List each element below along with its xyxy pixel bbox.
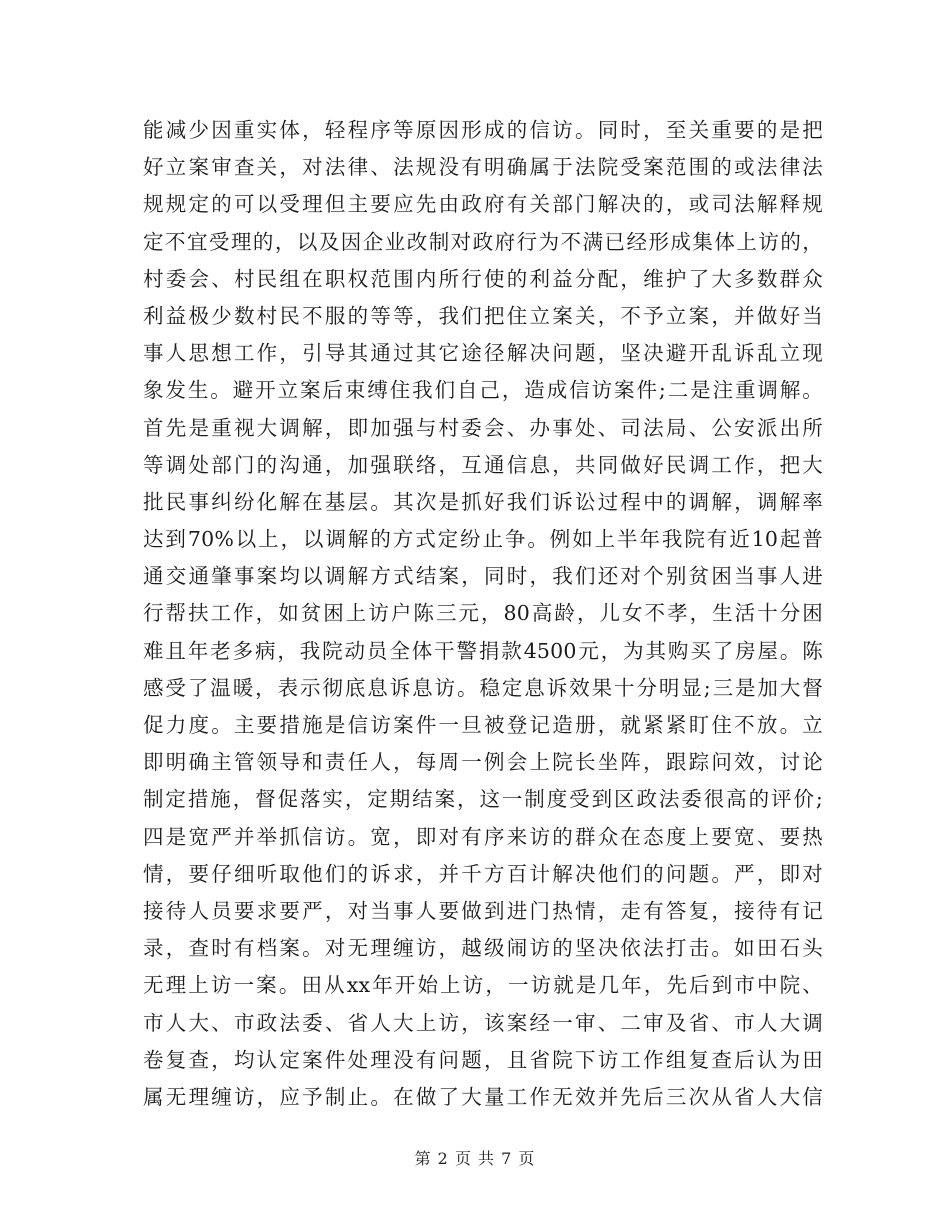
text-line: 接待人员要求要严，对当事人要做到进门热情，走有答复，接待有记 [143,898,823,923]
text-line: 感受了温暖，表示彻底息诉息访。稳定息诉效果十分明显;三是加大督 [143,675,823,700]
text-line: 事人思想工作，引导其通过其它途径解决问题，坚决避开乱诉乱立现 [143,341,823,366]
text-line: 促力度。主要措施是信访案件一旦被登记造册，就紧紧盯住不放。立 [143,713,823,737]
text-line: 四是宽严并举抓信访。宽，即对有序来访的群众在态度上要宽、要热 [143,824,823,849]
text-line: 能减少因重实体，轻程序等原因形成的信访。同时，至关重要的是把 [143,118,823,142]
text-line: 市人大、市政法委、省人大上访，该案经一审、二审及省、市人大调 [143,1010,823,1035]
text-line: 情，要仔细听取他们的诉求，并千方百计解决他们的问题。严，即对 [143,861,823,886]
text-line: 批民事纠纷化解在基层。其次是抓好我们诉讼过程中的调解，调解率 [143,489,823,514]
text-line: 村委会、村民组在职权范围内所行使的利益分配，维护了大多数群众 [143,266,823,291]
text-line: 行帮扶工作，如贫困上访户陈三元，80高龄，儿女不孝，生活十分困 [143,601,823,626]
body-text [143,112,823,1116]
text-line: 通交通肇事案均以调解方式结案，同时，我们还对个别贫困当事人进 [143,564,823,589]
text-line: 定不宜受理的，以及因企业改制对政府行为不满已经形成集体上访的， [143,229,823,254]
text-line: 属无理缠访，应予制止。在做了大量工作无效并先后三次从省人大信 [143,1084,823,1109]
text-line: 象发生。避开立案后束缚住我们自己，造成信访案件;二是注重调解。 [143,378,823,403]
page-footer [0,1146,950,1169]
text-line: 等调处部门的沟通，加强联络，互通信息，共同做好民调工作，把大 [143,452,823,477]
text-line: 制定措施，督促落实，定期结案，这一制度受到区政法委很高的评价; [143,787,823,812]
text-line: 达到70%以上，以调解的方式定纷止争。例如上半年我院有近10起普 [143,527,823,552]
text-line: 难且年老多病，我院动员全体干警捐款4500元，为其购买了房屋。陈 [143,638,823,663]
text-line: 首先是重视大调解，即加强与村委会、办事处、司法局、公安派出所 [143,415,823,440]
text-line: 好立案审查关，对法律、法规没有明确属于法院受案范围的或法律法 [143,155,823,180]
text-line: 无理上访一案。田从xx年开始上访，一访就是几年，先后到市中院、 [143,973,823,998]
text-line: 录，查时有档案。对无理缠访，越级闹访的坚决依法打击。如田石头 [143,936,823,961]
page-number-label: 第 2 页 共 7 页 [414,1149,536,1168]
text-line: 规规定的可以受理但主要应先由政府有关部门解决的，或司法解释规 [143,192,823,217]
text-line: 卷复查，均认定案件处理没有问题，且省院下访工作组复查后认为田 [143,1047,823,1072]
text-line: 利益极少数村民不服的等等，我们把住立案关，不予立案，并做好当 [143,303,823,328]
text-line: 即明确主管领导和责任人，每周一例会上院长坐阵，跟踪问效，讨论 [143,750,823,775]
